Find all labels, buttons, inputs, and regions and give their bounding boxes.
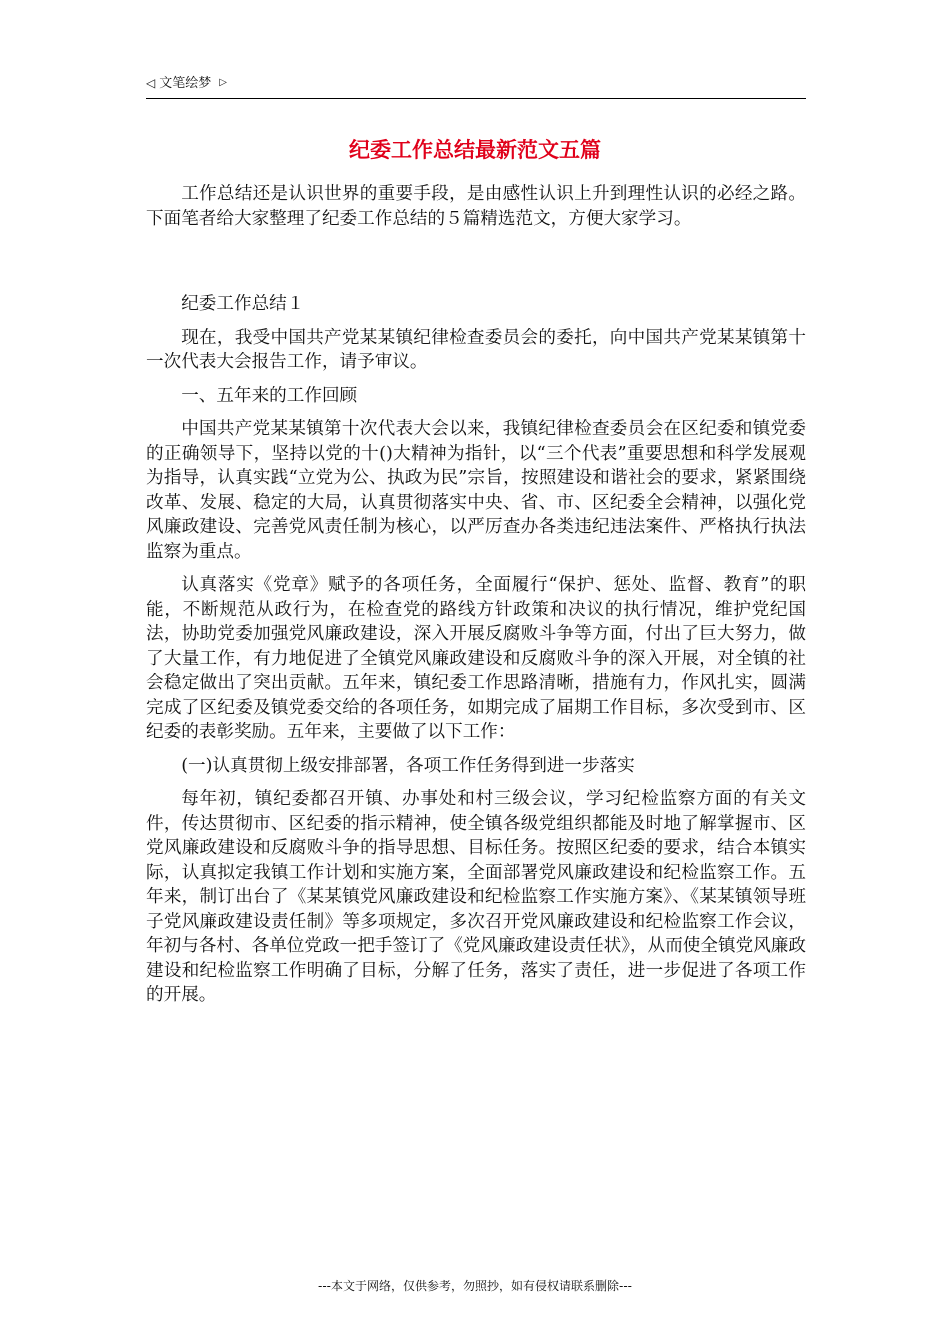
body-paragraph: 认真落实《党章》赋予的各项任务，全面履行“保护、惩处、监督、教育”的职能，不断规范从政行为，在检查党的路线方针政策和决议的执行情况，维护党纪国法，协助党委加强党风廉政建设，深入开展反腐败斗争等方面，付出了巨大努力，做了大量工作，有力地促进了全镇党风廉政建设和反腐败斗争的深入开展，对全镇的社会稳定做出了突出贡献。五年来，镇纪委工作思路清晰，措施有力，作风扎实，圆满完成了区纪委及镇党委交给的各项任务，如期完成了届期工作目标，多次受到市、区纪委的表彰奖励。五年来，主要做了以下工作： xyxy=(146,575,806,742)
right-triangle-icon: ▷ xyxy=(219,77,227,88)
subsection-heading: (一)认真贯彻上级安排部署，各项工作任务得到进一步落实 xyxy=(181,755,635,776)
brand-name: 文笔绘梦 xyxy=(159,76,212,91)
body-paragraph: 中国共产党某某镇第十次代表大会以来，我镇纪律检查委员会在区纪委和镇党委的正确领导下，坚持以党的十()大精神为指针，以“三个代表”重要思想和科学发展观为指导，认真实践“立党为公、执政为民”宗旨，按照建设和谐社会的要求，紧紧围绕改革、发展、稳定的大局，认真贯彻落实中央、省、市、区纪委全会精神，以强化党风廉政建设、完善党风责任制为核心，以严厉查办各类违纪违法案件、严格执行执法监察为重点。 xyxy=(146,419,806,562)
body-paragraph: 每年初，镇纪委都召开镇、办事处和村三级会议，学习纪检监察方面的有关文件，传达贯彻市、区纪委的指示精神，使全镇各级党组织都能及时地了解掌握市、区党风廉政建设和反腐败斗争的指导思想、目标任务。按照区纪委的要求，结合本镇实际，认真拟定我镇工作计划和实施方案，全面部署党风廉政建设和纪检监察工作。五年来，制订出台了《某某镇党风廉政建设和纪检监察工作实施方案》、《某某镇领导班子党风廉政建设责任制》等多项规定，多次召开党风廉政建设和纪检监察工作会议，年初与各村、各单位党政一把手签订了《党风廉政建设责任状》，从而使全镇党风廉政建设和纪检监察工作明确了目标，分解了任务，落实了责任，进一步促进了各项工作的开展。 xyxy=(146,789,806,1005)
document-body xyxy=(146,182,806,1008)
brand-logo xyxy=(146,74,227,93)
intro-paragraph: 工作总结还是认识世界的重要手段，是由感性认识上升到理性认识的必经之路。下面笔者给大家整理了纪委工作总结的５篇精选范文，方便大家学习。 xyxy=(146,184,806,229)
left-triangle-icon: ◁ xyxy=(146,76,156,90)
section-heading: 纪委工作总结１ xyxy=(181,294,305,314)
subsection-heading: 一、五年来的工作回顾 xyxy=(181,385,358,406)
body-paragraph: 现在，我受中国共产党某某镇纪律检查委员会的委托，向中国共产党某某镇第十一次代表大会报告工作，请予审议。 xyxy=(146,327,806,372)
footer-disclaimer: ---本文于网络，仅供参考，勿照抄，如有侵权请联系删除--- xyxy=(318,1279,632,1293)
page-header xyxy=(146,74,806,99)
document-title: 纪委工作总结最新范文五篇 xyxy=(349,138,601,162)
